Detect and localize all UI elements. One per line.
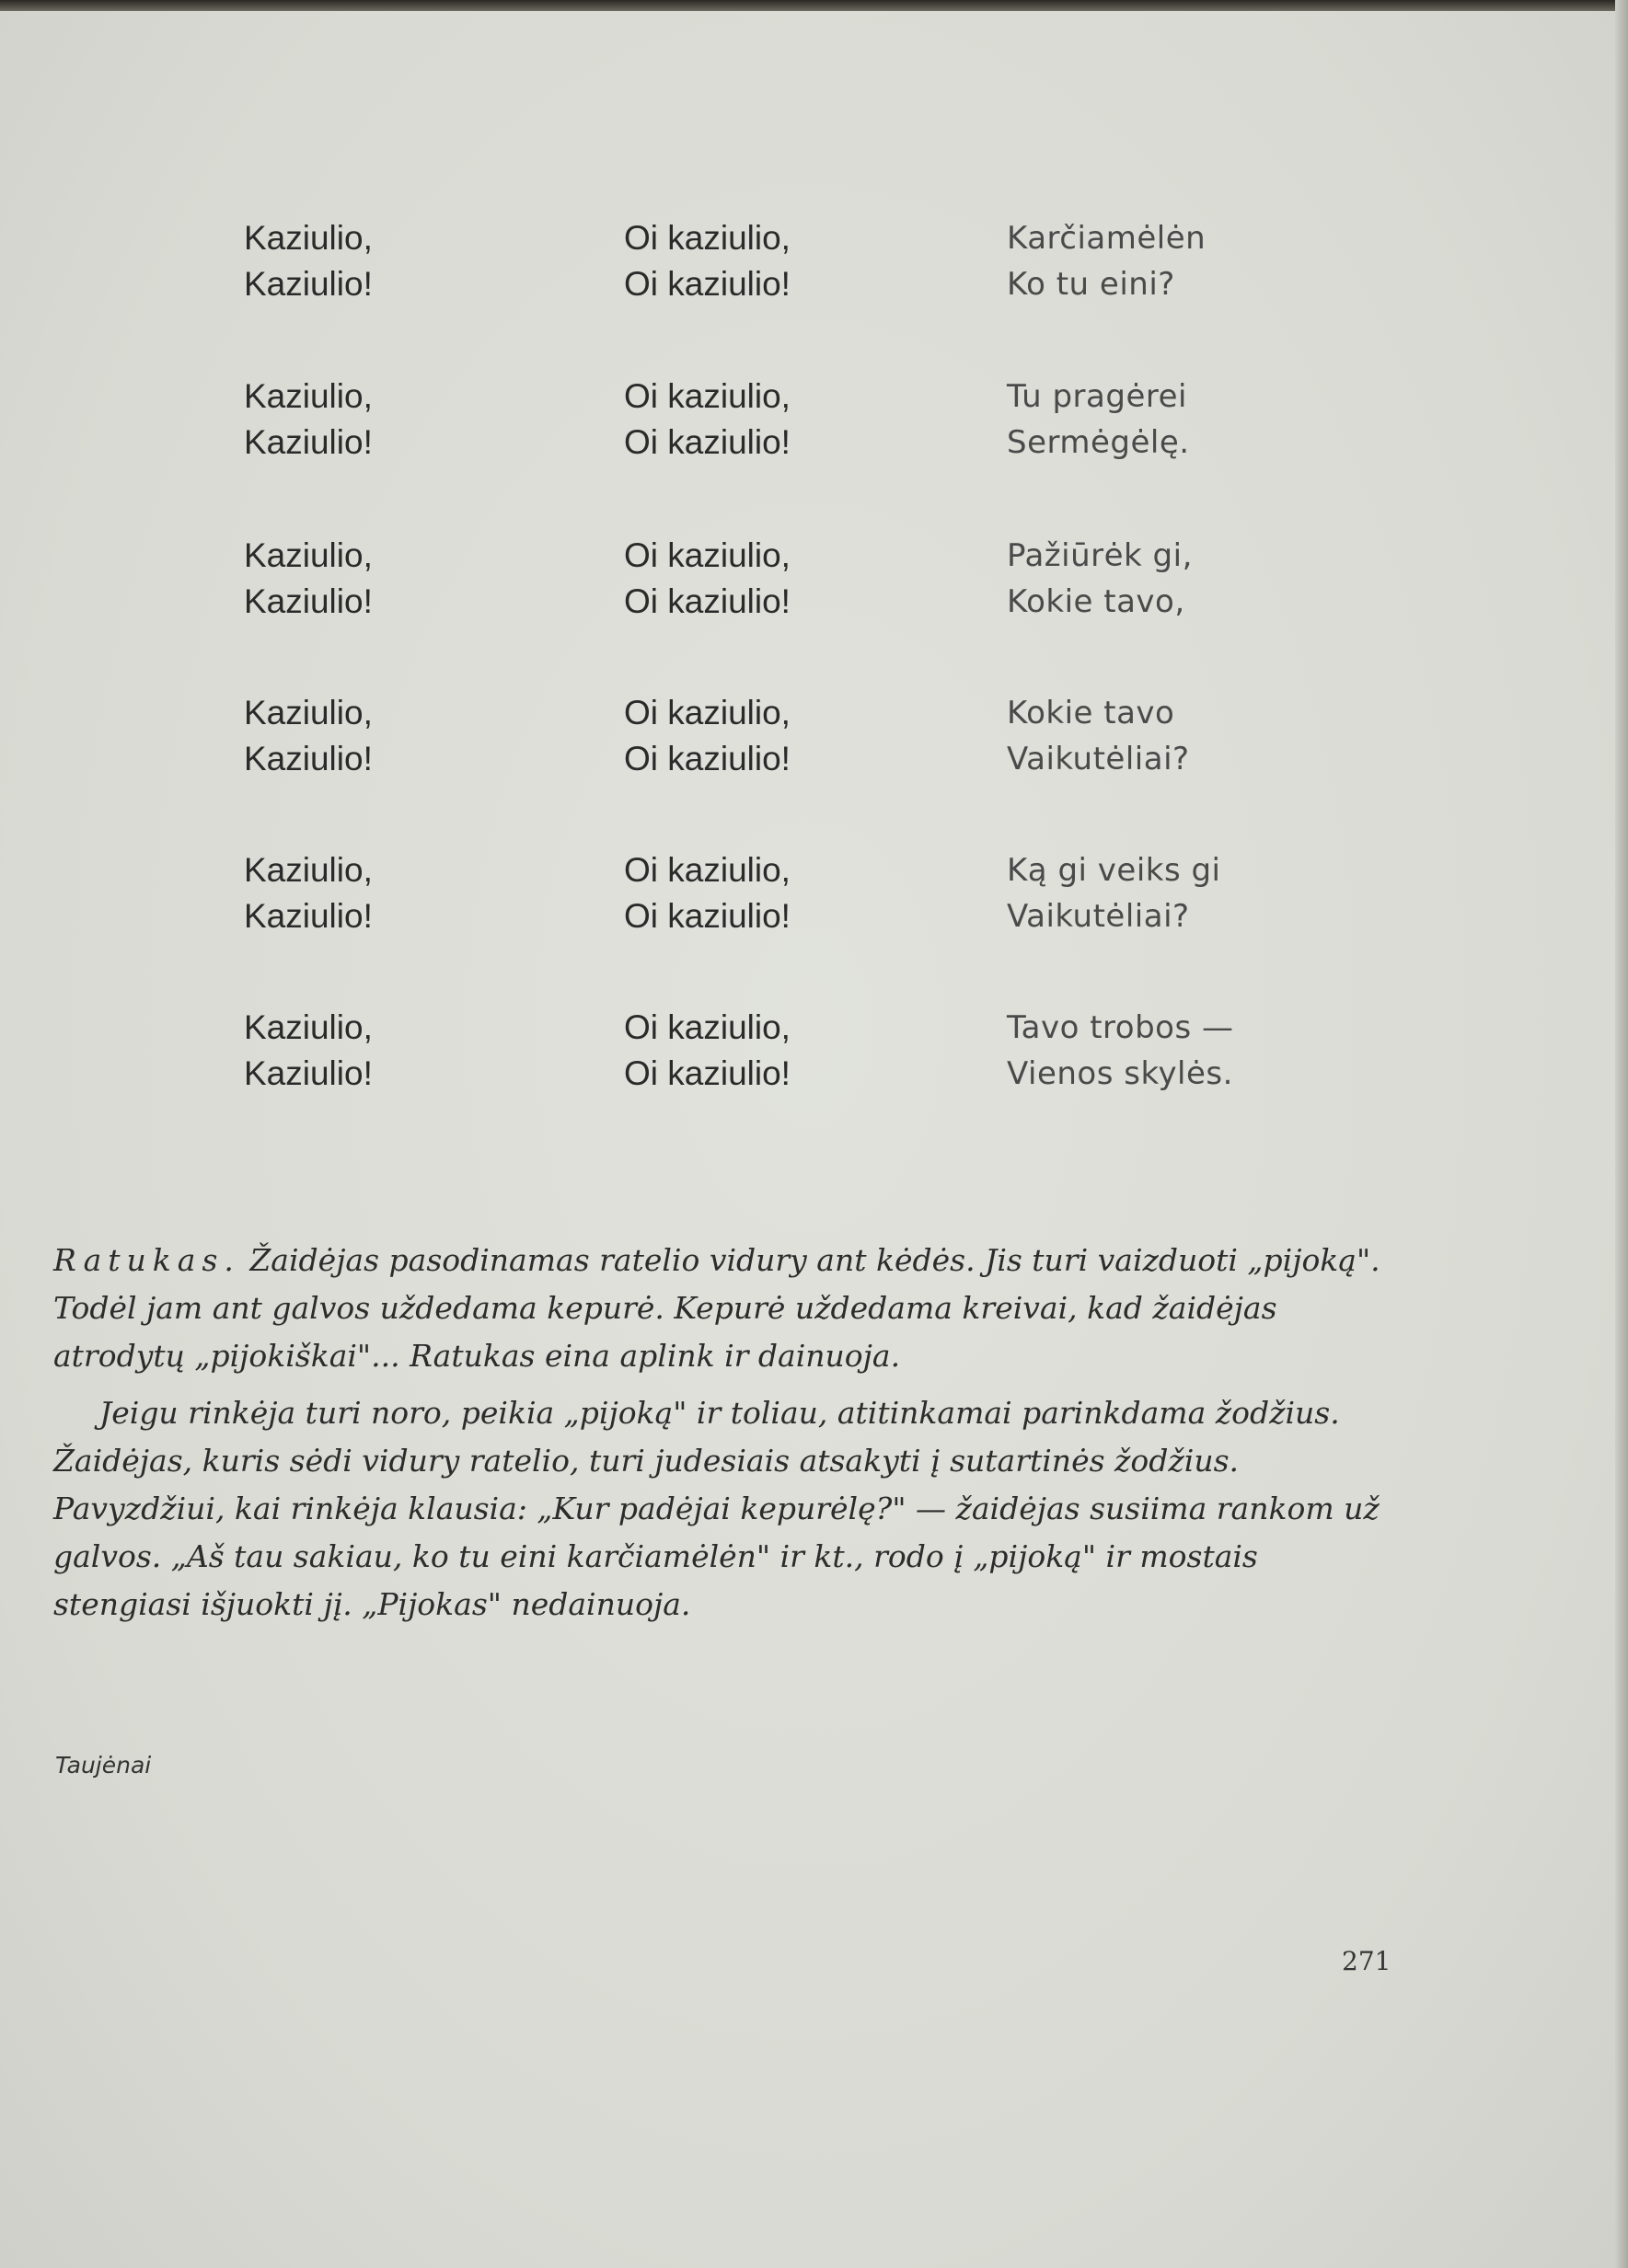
stanza-line: Tavo trobos — <box>1007 1009 1234 1046</box>
scan-right-edge <box>1615 0 1628 2268</box>
stanza-line: Vaikutėliai? <box>1007 741 1190 777</box>
stanza-2 <box>0 374 1615 475</box>
paragraph-1-text: Žaidėjas pasodinamas ratelio vidury ant kėdės. Jis turi vaizduoti „pijoką". Todėl jam ant galvos uždedama kepurė. Kepurė uždedama kreivai, kad žaidėjas atrodytų „pijokiškai"... Ratukas eina aplink ir dainuoja. <box>53 1242 1380 1374</box>
stanza-line: Kaziulio! <box>244 897 373 935</box>
stanza-5 <box>0 847 1615 949</box>
stanza-line: Kaziulio, <box>244 219 373 257</box>
stanza-1 <box>0 215 1615 317</box>
stanza-4 <box>0 690 1615 791</box>
stanza-line: Oi kaziulio! <box>624 740 791 777</box>
book-page <box>0 11 1615 2268</box>
stanza-line: Kaziulio! <box>244 582 373 620</box>
stanza-line: Oi kaziulio! <box>624 265 791 303</box>
stanza-line: Ką gi veiks gi <box>1007 852 1221 889</box>
stanza-line: Oi kaziulio, <box>624 851 791 889</box>
stanza-line: Oi kaziulio! <box>624 1054 791 1092</box>
stanza-line: Oi kaziulio, <box>624 694 791 731</box>
stanza-line: Oi kaziulio, <box>624 536 791 574</box>
source-location: Taujėnai <box>55 1752 152 1779</box>
stanza-line: Kaziulio, <box>244 536 373 574</box>
scan-top-edge <box>0 0 1628 11</box>
stanza-line: Sermėgėlę. <box>1007 424 1190 461</box>
stanza-line: Karčiamėlėn <box>1007 220 1207 257</box>
stanza-line: Oi kaziulio, <box>624 219 791 257</box>
stanza-line: Oi kaziulio, <box>624 377 791 415</box>
stanza-line: Kokie tavo, <box>1007 583 1185 620</box>
stanza-line: Kaziulio, <box>244 694 373 731</box>
page-number: 271 <box>1342 1946 1391 1976</box>
stanza-line: Kaziulio, <box>244 377 373 415</box>
stanza-line: Vienos skylės. <box>1007 1055 1233 1092</box>
stanza-line: Oi kaziulio! <box>624 582 791 620</box>
paragraph-2: Jeigu rinkėja turi noro, peikia „pijoką" ir toliau, atitinkamai parinkdama žodžius. Žaidėjas, kuris sėdi vidury ratelio, turi judesiais atsakyti į sutartinės žodžius. Pavyzdžiui, kai rinkėja klausia: „Kur padėjai kepurėlę?" — žaidėjas susiima rankom už galvos. „Aš tau sakiau, ko tu eini karčiamėlėn" ir kt., rodo į „pijoką" ir mostais stengiasi išjuokti jį. „Pijokas" nedainuoja. <box>53 1395 1380 1622</box>
stanza-line: Kaziulio, <box>244 851 373 889</box>
stanza-line: Oi kaziulio, <box>624 1008 791 1046</box>
game-title: Ratukas. <box>53 1242 240 1278</box>
stanza-line: Kaziulio! <box>244 740 373 777</box>
stanza-line: Oi kaziulio! <box>624 897 791 935</box>
stanza-line: Kaziulio! <box>244 265 373 303</box>
stanza-line: Vaikutėliai? <box>1007 898 1190 935</box>
stanza-3 <box>0 533 1615 634</box>
paragraph-1 <box>53 1237 1392 1380</box>
stanza-line: Kaziulio, <box>244 1008 373 1046</box>
stanza-line: Kaziulio! <box>244 423 373 461</box>
game-description <box>53 1237 1392 1629</box>
stanza-line: Kokie tavo <box>1007 695 1175 731</box>
stanza-line: Ko tu eini? <box>1007 266 1175 303</box>
stanza-line: Kaziulio! <box>244 1054 373 1092</box>
stanza-line: Pažiūrėk gi, <box>1007 537 1193 574</box>
stanza-line: Oi kaziulio! <box>624 423 791 461</box>
stanza-line: Tu pragėrei <box>1007 378 1187 415</box>
stanza-6 <box>0 1005 1615 1106</box>
